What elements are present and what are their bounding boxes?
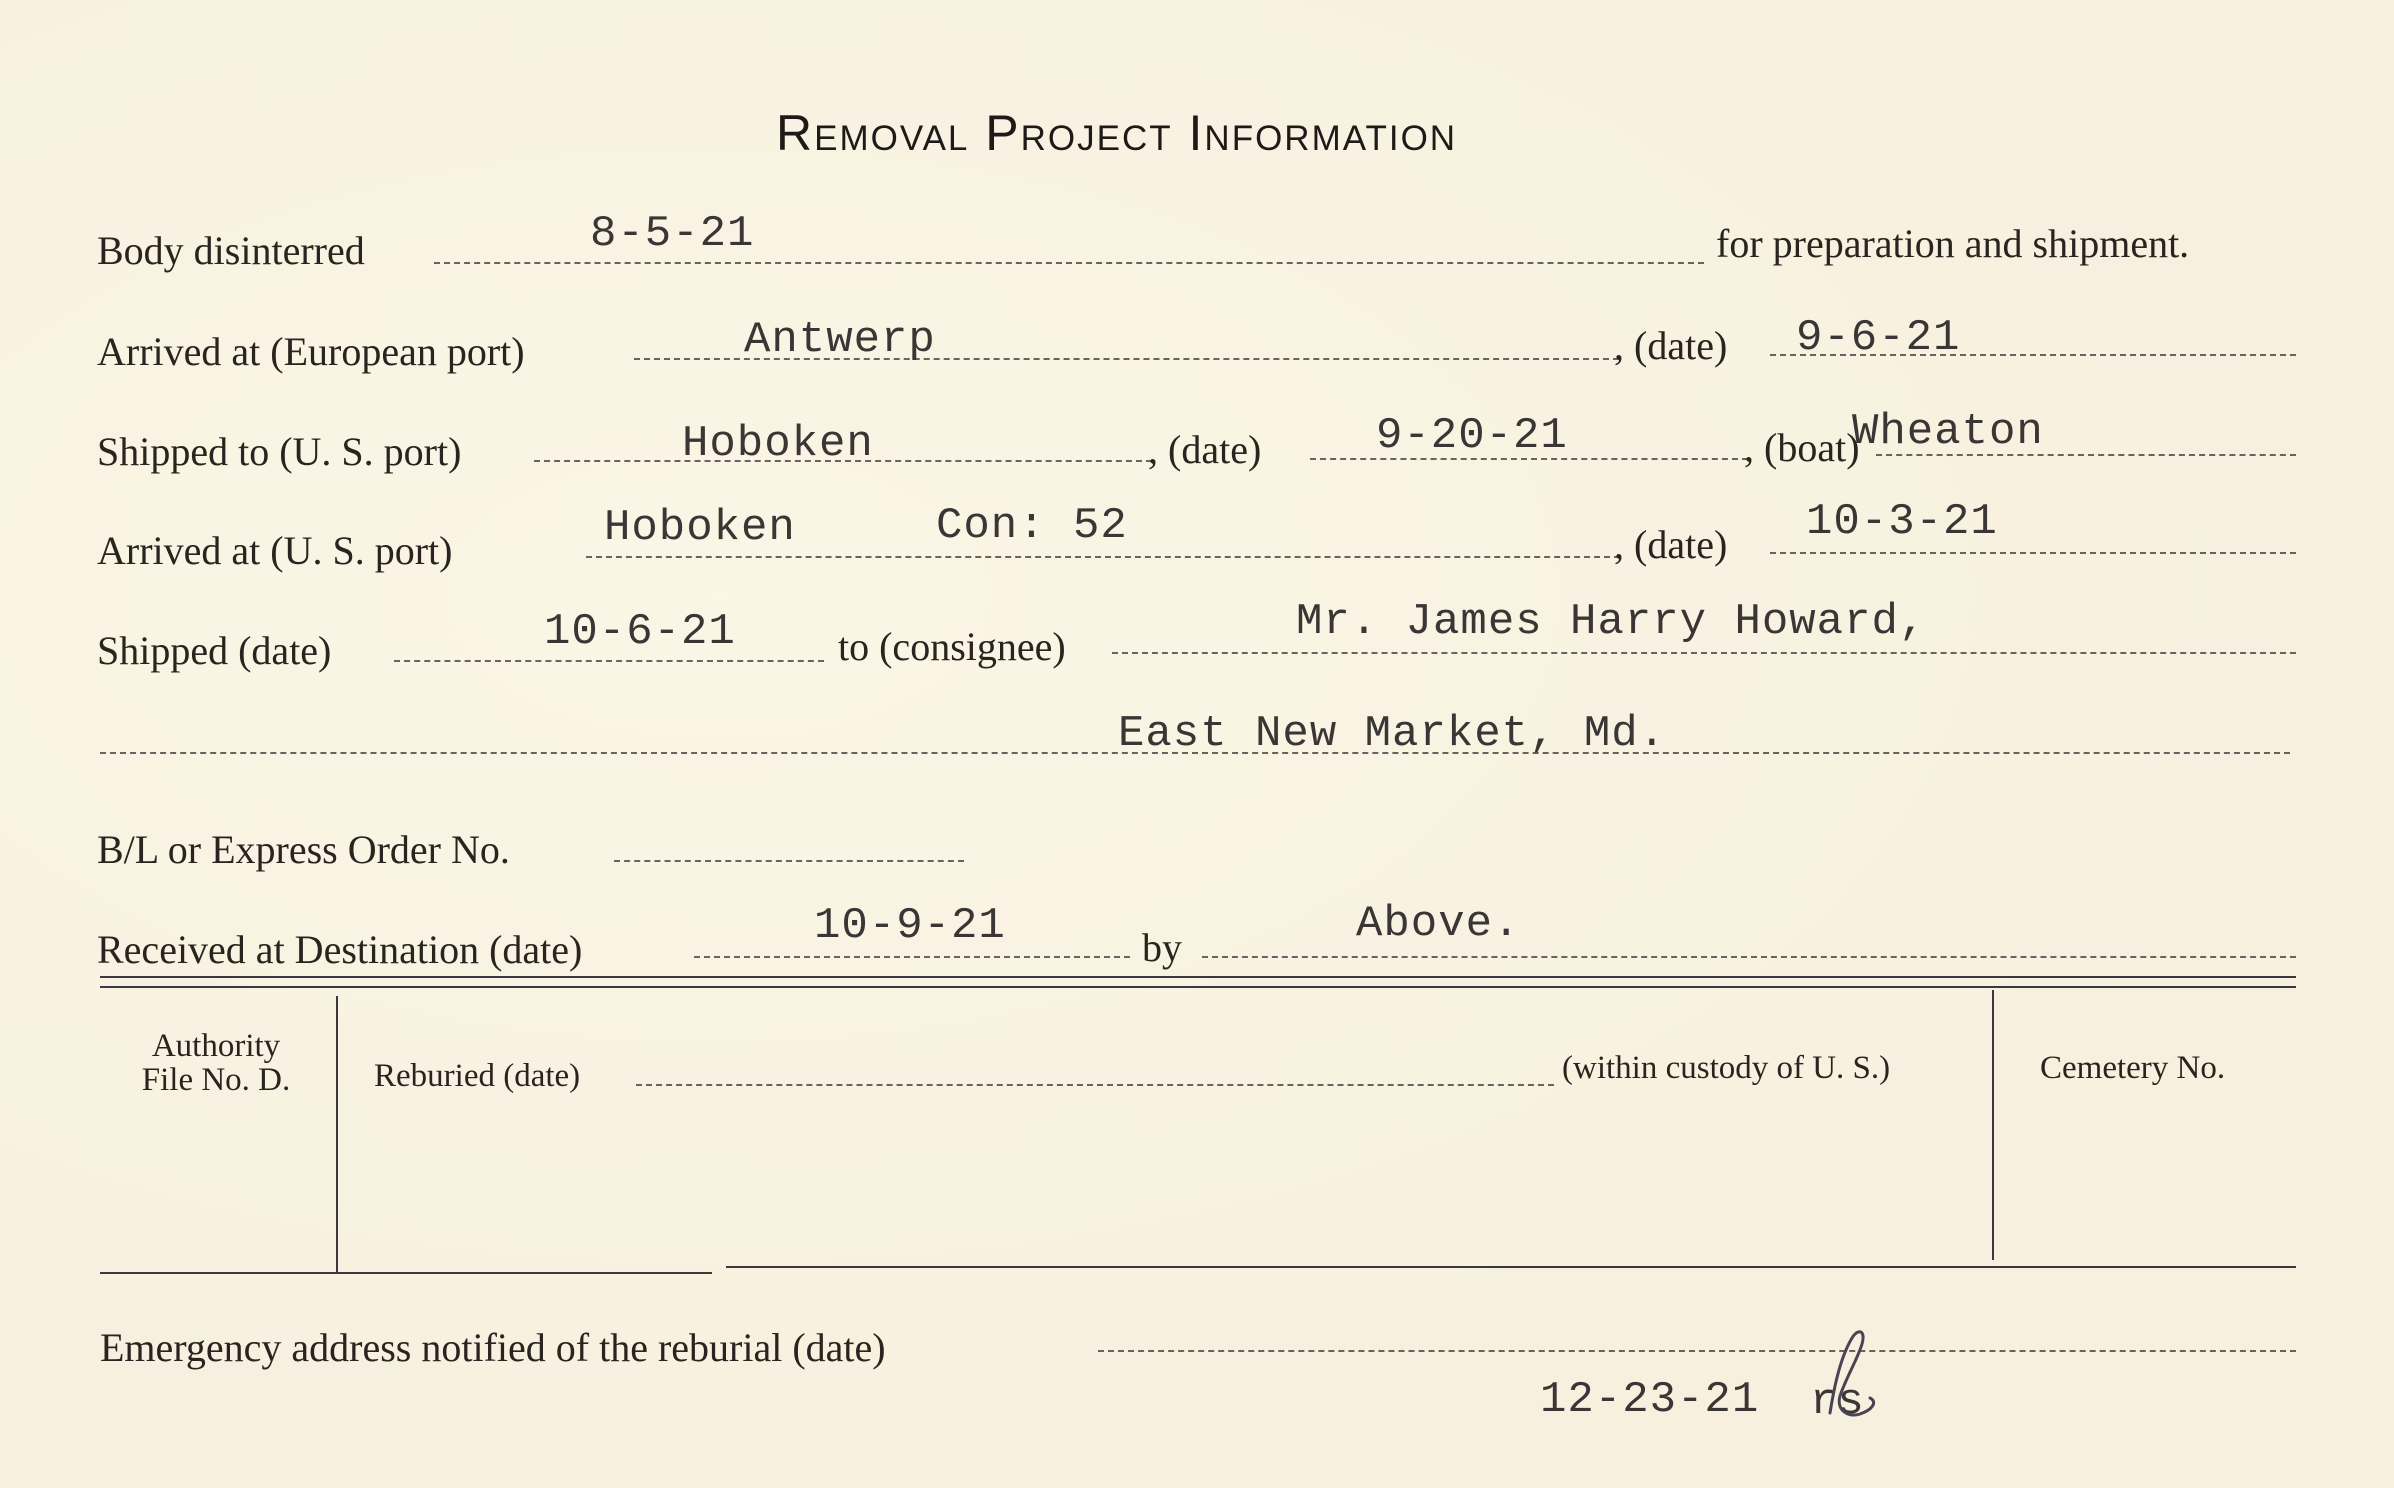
reburied-line: [636, 1084, 1554, 1086]
box-divider-left: [336, 996, 338, 1272]
consignee-label: to (consignee): [838, 624, 1066, 669]
box-bottom-rule-right: [726, 1266, 2296, 1268]
shipped-us-boat: Wheaton: [1852, 407, 2044, 457]
received-by: Above.: [1356, 899, 1521, 949]
arrived-european-port: Antwerp: [744, 315, 936, 365]
disinterred-value: 8-5-21: [590, 209, 755, 259]
received-label: Received at Destination (date): [97, 927, 583, 972]
emergency-line: [1098, 1350, 2296, 1352]
shipped-us-label: Shipped to (U. S. port): [97, 429, 462, 474]
bl-label: B/L or Express Order No.: [97, 827, 510, 872]
consignee-name: Mr. James Harry Howard,: [1296, 597, 1927, 647]
shipped-us-date-label: , (date): [1148, 427, 1262, 472]
box-bottom-rule-left: [100, 1272, 712, 1274]
arrived-european-date-label: , (date): [1614, 323, 1728, 368]
shipped-us-port: Hoboken: [682, 419, 874, 469]
card-title: Removal Project Information: [776, 105, 1458, 161]
arrived-us-label: Arrived at (U. S. port): [97, 528, 453, 573]
received-date: 10-9-21: [814, 901, 1006, 951]
emergency-label: Emergency address notified of the reburial (date): [100, 1325, 886, 1370]
disinterred-suffix: for preparation and shipment.: [1716, 221, 2190, 266]
arrived-us-port: Hoboken: [604, 503, 796, 553]
custody-label: (within custody of U. S.): [1562, 1050, 1891, 1086]
arrived-us-line: [586, 556, 1620, 558]
authority-label-2: File No. D.: [141, 1062, 291, 1098]
shipped-us-boat-label: , (boat): [1744, 425, 1860, 470]
cemetery-label: Cemetery No.: [2040, 1050, 2226, 1086]
arrived-us-date-line: [1770, 552, 2296, 554]
shipped-us-date: 9-20-21: [1376, 411, 1568, 461]
emergency-date: 12-23-21: [1540, 1375, 1760, 1425]
arrived-us-date-label: , (date): [1614, 522, 1728, 567]
received-by-line: [1202, 956, 2296, 958]
handwritten-initial-mark: [1800, 1318, 1890, 1428]
consignee-line: [1112, 652, 2296, 654]
received-by-label: by: [1142, 925, 1182, 970]
shipped-date-line: [394, 660, 824, 662]
box-top-rule-2: [100, 986, 2296, 988]
received-date-line: [694, 956, 1130, 958]
shipped-date-label: Shipped (date): [97, 628, 332, 673]
authority-label-1: Authority: [151, 1028, 281, 1064]
consignee-address: East New Market, Md.: [1118, 709, 1667, 759]
arrived-european-date: 9-6-21: [1796, 313, 1961, 363]
box-top-rule-1: [100, 976, 2296, 978]
arrived-european-label: Arrived at (European port): [97, 329, 525, 374]
emergency-initials: rs: [1810, 1377, 1865, 1427]
box-divider-right: [1992, 990, 1994, 1260]
arrived-us-con: Con: 52: [936, 501, 1128, 551]
disinterred-line: [434, 262, 1704, 264]
shipped-date: 10-6-21: [544, 607, 736, 657]
bl-line: [614, 860, 964, 862]
disinterred-label: Body disinterred: [97, 228, 365, 273]
reburied-label: Reburied (date): [374, 1058, 581, 1094]
arrived-us-date: 10-3-21: [1806, 497, 1998, 547]
